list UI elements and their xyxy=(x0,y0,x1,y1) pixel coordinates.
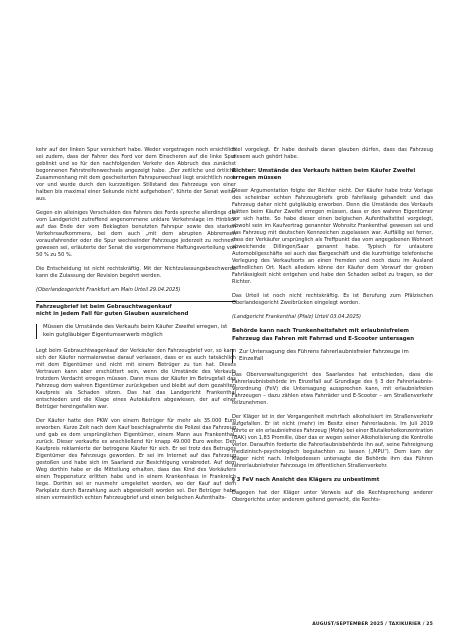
article-heading-line: Fahrzeugbrief ist beim Gebrauchtwagenkauf xyxy=(36,304,172,311)
lead-text: Müssen die Umstände des Verkaufs beim Käufer Zweifel erregen, ist kein gutgläubiger Eigentumserwerb möglich xyxy=(36,324,236,338)
body-paragraph: Der Kläger ist in der Vergangenheit mehrfach alkoholisiert im Straßenverkehr aufgefallen. Er ist nicht (mehr) im Besitz einer Fahrerlaubnis. Im Juli 2019 führte er ein erlaubnisfreies Fahrzeug (Mofa) bei einer Blutalkoholkonzentration (BAK) von 1,83 Promille, über das er wegen seiner Alkoholisierung die Kontrolle verlor. Daraufhin forderte die Fahrerlaubnisbehörde ihn auf, seine Fahreignung medizinisch-psychologisch begutachten zu lassen („MPU“). Dem kam der Kläger nicht nach. Infolgedessen untersagte die Behörde ihm das Führen fahrerlaubnisfreier Fahrzeuge im öffentlichen Straßenverkehr. xyxy=(232,413,434,470)
source-citation: (Oberlandesgericht Frankfurt am Main Urteil 29.04.2025) xyxy=(36,287,181,294)
body-paragraph: Der Käufer hatte den PKW von einem Betrüger für mehr als 35.000 Euro erworben. Kurze Zeit nach dem Kauf beschlagnahmte die Polizei das Fahrzeug und gab es dem ursprünglichen Eigentümer, einem Mann aus Frankenthal, zurück. Dieser verkaufte es anschließend für knapp 49.000 Euro weiter. Den Kaufpreis reklamierte der betrogene Käufer für sich. Er sei trotz des Betruges Eigentümer des Fahrzeugs geworden. Er sei im Internet auf das Fahrzeug gestoßen und habe sich im Saarland zur Besichtigung verabredet. Auf dem Weg dorthin habe er die Mitteilung erhalten, dass das Kind des Verkäufers einen Treppensturz erlitten habe und in einem Krankenhaus in Frankreich liege. Dorthin sei er nunmehr umgeleitet worden, wo der Kauf auf dem Parkplatz durch Barzahlung auch abgewickelt worden sei. Der Betrüger habe einen vermeintlich echten Fahrzeugbrief und einen belgischen Aufenthalts- xyxy=(36,417,236,501)
article-heading-line: Fahrzeug das Fahren mit Fahrrad und E-Scooter untersagen xyxy=(232,335,415,342)
article-heading-line: nicht in jedem Fall für guten Glauben ausreichend xyxy=(36,311,189,318)
article-heading xyxy=(36,301,236,318)
sub-heading xyxy=(232,168,433,182)
sub-heading-line: Richter: Umstände des Verkaufs hätten beim Käufer Zweifel xyxy=(232,168,416,175)
body-paragraph: Gegen ein alleiniges Verschulden des Fahrers des Fords spreche allerdings die vom Landgericht zutreffend angenommene unklare Verkehrslage im Hinblick auf das Ende der vom Beklagten benutzten Fahrspur sowie des starken Verkehrsaufkommens, bei dem auch „mit dem abrupten Abbremsen vorausfahrender oder die Spur wechselnder Fahrzeuge jederzeit zu rechnen“ gewesen sei, erläuterte der Senat die vorgenommene Haftungsverteilung von 50 % zu 50 %. xyxy=(36,210,236,259)
body-paragraph: titel vorgelegt. Er habe deshalb daran glauben dürfen, dass das Fahrzeug diesem auch gehört habe. xyxy=(232,147,433,161)
body-paragraph: Dagegen hat der Kläger unter Verweis auf die Rechtsprechung anderer Obergerichte unter anderem geltend gemacht, die Rechts- xyxy=(232,490,433,504)
right-column xyxy=(232,147,433,511)
body-paragraph: kehr auf der linken Spur versichert habe. Weder vorgetragen noch ersichtlich sei zudem, dass der Fahrer des Ford vor dem Einscheren auf die linke Spur geblinkt und so für den nachfolgenden Verkehr den Abbruch des zunächst begonnenen Fahrstreifenwechsels angezeigt habe. „Der zeitliche und örtliche Zusammenhang mit dem gescheiterten Fahrspurwechsel liegt ersichtlich noch vor und wurde durch den kurzzeitigen Stillstand des Fahrzeugs von einer halben bis maximal einer Sekunde nicht aufgehoben“, führte der Senat weiter aus. xyxy=(36,147,236,203)
body-paragraph: Legt beim Gebrauchtwagenkauf der Verkäufer den Fahrzeugbrief vor, so kann sich der Käufer normalerweise darauf verlassen, dass er es auch tatsächlich mit dem Eigentümer und nicht mit einem Betrüger zu tun hat. Dieses Vertrauen kann aber erschüttert sein, wenn die Umstände des Verkaufs trotzdem Verdacht erregen müssen. Dann muss der Käufer im Betrugsfall das Fahrzeug dem wahren Eigentümer zurückgeben und bleibt auf dem gezahlten Kaufpreis als Schaden sitzen. Das hat das Landgericht Frankenthal entschieden und die Klage eines Autokäufers abgewiesen, der auf einer Betrüger hereingefallen war. xyxy=(36,347,236,410)
article-heading-line: Behörde kann nach Trunkenheitsfahrt mit erlaubnisfreiem xyxy=(232,328,410,335)
lead-text: Zur Untersagung des Führens fahrerlaubnisfreier Fahrzeuge im Einzelfall xyxy=(232,349,433,363)
left-column xyxy=(36,147,236,509)
body-paragraph: Dieser Argumentation folgte der Richter nicht. Der Käufer habe trotz Vorlage des scheinbar echten Fahrzeugbriefs grob fahrlässig gehandelt und das Fahrzeug daher nicht gutgläubig erworben. Denn die Umstände des Verkaufs hätten beim Käufer Zweifel erregen müssen, dass er den wahren Eigentümer vor sich hatte. So habe dieser einen belgischen Aufenthaltstitel vorgelegt, obwohl sein im Kaufvertrag genannter Wohnsitz Frankenthal gewesen sei und das Fahrzeug mit deutschen Kennzeichen zugelassen war. Auffällig sei ferner, dass der Verkäufer ursprünglich als Treffpunkt das vom angegebenen Wohnort abweichende Dillingen/Saar genannt habe. Typisch für unlautere Automobilgeschäfte sei auch das Bargeschäft und die kurzfristige telefonische Verlegung des Verkaufsorts an einen fremden und noch dazu im Ausland befindlichen Ort. Nach alledem könne der Käufer dem Vorwurf der groben Fahrlässigkeit nicht entgehen und habe den Schaden selbst zu tragen, so der Richter. xyxy=(232,188,433,286)
source-citation: (Landgericht Frankenthal (Pfalz) Urteil 03.04.2025) xyxy=(232,314,362,321)
body-paragraph: Die Entscheidung ist nicht rechtskräftig. Mit der Nichtzulassungsbeschwerde kann die Zulassung der Revision begehrt werden. xyxy=(36,266,236,280)
body-paragraph: Das Urteil ist noch nicht rechtskräftig. Es ist Berufung zum Pfälzischen Oberlandesgericht Zweibrücken eingelegt worden. xyxy=(232,293,433,307)
body-paragraph: Das Oberverwaltungsgericht des Saarlandes hat entschieden, dass die Fahrerlaubnisbehörde im Einzelfall auf Grundlage des § 3 der Fahrerlaubnis-Verordnung (FeV) die Untersagung aussprechen kann, mit erlaubnisfreien Fahrzeugen – dazu zählen etwa Fahrräder und E-Scooter – am Straßenverkehr teilzunehmen. xyxy=(232,371,433,406)
sub-heading-line: erregen müssen xyxy=(232,175,282,182)
sub-heading: § 3 FeV nach Ansicht des Klägers zu unbestimmt xyxy=(232,477,380,484)
article-heading xyxy=(232,328,433,342)
page-footer: AUGUST/SEPTEMBER 2025 / TAXIKURIER / 25 xyxy=(312,622,433,627)
